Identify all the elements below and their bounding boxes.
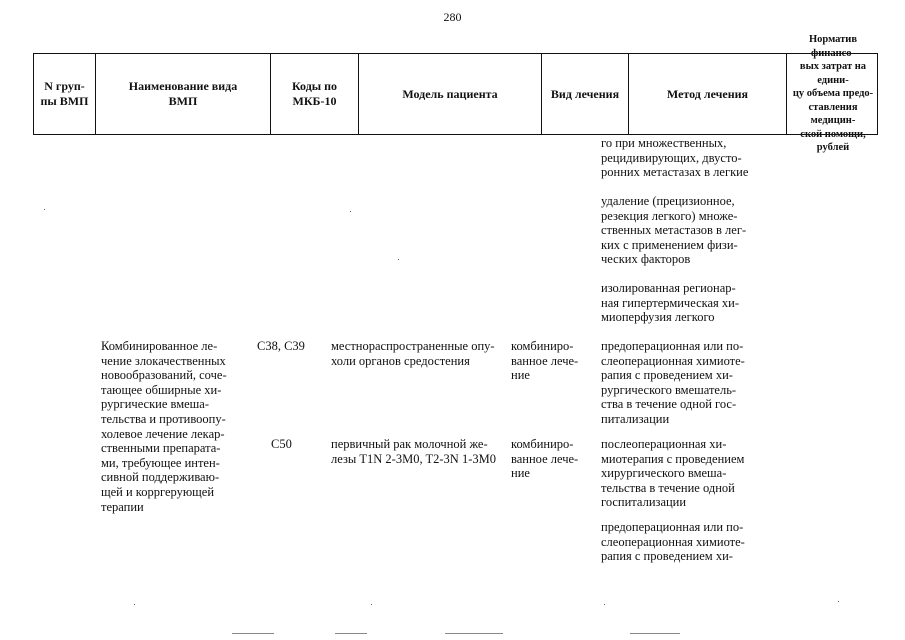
treatment-type: комбиниро- ванное лече- ние xyxy=(511,437,579,481)
treatment-type: комбиниро- ванное лече- ние xyxy=(511,339,579,383)
scan-speck xyxy=(838,601,839,602)
scan-edge-line xyxy=(445,633,503,634)
page-number: 280 xyxy=(443,10,462,24)
treatment-method: послеоперационная хи- миотерапия с проведением хирургического вмеша- тельства в течение одной госпитализации xyxy=(601,437,745,510)
header-patient-model: Модель пациента xyxy=(359,54,542,134)
header-treatment-type: Вид лечения xyxy=(542,54,629,134)
scan-speck xyxy=(371,604,372,605)
scan-speck xyxy=(134,604,135,605)
scan-speck xyxy=(44,209,45,210)
scan-edge-line xyxy=(630,633,680,634)
header-icd-codes: Коды по МКБ-10 xyxy=(271,54,359,134)
header-treatment-method: Метод лечения xyxy=(629,54,787,134)
method-item: изолированная регионар- ная гипертермическая хи- миоперфузия легкого xyxy=(601,281,740,325)
scan-speck xyxy=(398,259,399,260)
method-item: предоперационная или по- слеоперационная химиоте- рапия с проведением хи- xyxy=(601,520,745,564)
method-item: удаление (прецизионное, резекция легкого) множе- ственных метастазов в лег- ких с применением физи- ческих факторов xyxy=(601,194,747,267)
scan-speck xyxy=(604,604,605,605)
method-continuation: го при множественных, рецидивирующих, двусто- ронних метастазах в легкие xyxy=(601,136,749,180)
patient-model: первичный рак молочной же- лезы T1N 2-3M0, T2-3N 1-3M0 xyxy=(331,437,496,466)
header-cost-norm: Норматив финансо- вых затрат на едини- цу объема предо- ставления медицин- ской помощи, рублей xyxy=(792,34,874,154)
table-header xyxy=(33,34,878,154)
scan-edge-line xyxy=(335,633,367,634)
patient-model: местнораспространенные опу- холи органов средостения xyxy=(331,339,495,368)
header-group-number: N груп- пы ВМП xyxy=(34,54,96,134)
treatment-method: предоперационная или по- слеоперационная химиоте- рапия с проведением хи- рургического вмешатель- ства в течение одной гос- питализации xyxy=(601,339,745,426)
header-vmp-name: Наименование вида ВМП xyxy=(96,54,271,134)
icd-codes: C50 xyxy=(271,437,292,451)
scan-edge-line xyxy=(232,633,274,634)
vmp-name: Комбинированное ле- чение злокачественных новообразований, соче- тающее обширные хи- рургические вмеша- тельства и противоопу- холевое лечение лекар- ственными препарата- ми, требующее интен- сивной поддерживаю- щей и корргерующей терапии xyxy=(101,339,227,514)
scan-speck xyxy=(350,211,351,212)
icd-codes: C38, C39 xyxy=(257,339,305,353)
